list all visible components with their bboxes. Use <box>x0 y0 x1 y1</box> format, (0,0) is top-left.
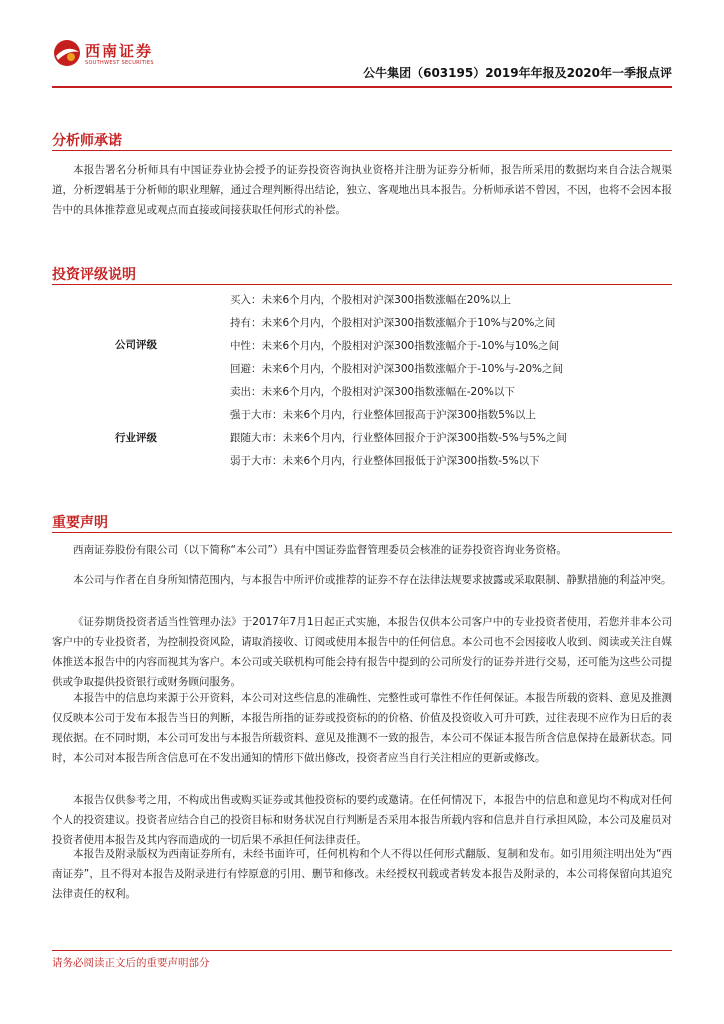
disclaimer-paragraph: 本报告仅供参考之用，不构成出售或购买证券或其他投资标的要约或邀请。在任何情况下，本报告中的信息和意见均不构成对任何个人的投资建议。投资者应结合自己的投资目标和财务状况自行判断是否采用本报告所载内容和信息并自行承担风险，本公司及雇员对投资者使用本报告及其内容而造成的一切后果不承担任何法律责任。 <box>52 794 672 846</box>
disclaimer-paragraph: 本报告中的信息均来源于公开资料，本公司对这些信息的准确性、完整性或可靠性不作任何保证。本报告所载的资料、意见及推测仅反映本公司于发布本报告当日的判断，本报告所指的证券或投资标的的价格、价值及投资收入可升可跌，过往表现不应作为日后的表现依据。在不同时期，本公司可发出与本报告所载资料、意见及推测不一致的报告，本公司不保证本报告所含信息保持在最新状态。同时，本公司对本报告所含信息可在不发出通知的情形下做出修改，投资者应当自行关注相应的更新或修改。 <box>52 692 672 764</box>
industry-rating-label: 行业评级 <box>115 432 157 444</box>
company-rating-avoid: 回避：未来6个月内，个股相对沪深300指数涨幅介于-10%与-20%之间 <box>230 363 563 375</box>
logo-mark-icon <box>52 38 82 68</box>
footer-divider <box>52 950 672 951</box>
logo-english-name: SOUTHWEST SECURITIES <box>85 60 154 66</box>
section-title-rating: 投资评级说明 <box>52 267 136 283</box>
document-title: 公牛集团（603195）2019年年报及2020年一季报点评 <box>363 66 672 80</box>
disclaimer-paragraph: 本公司与作者在自身所知情范围内，与本报告中所评价或推荐的证券不存在法律法规要求披露或采取限制、静默措施的利益冲突。 <box>73 574 672 586</box>
section-divider-rating <box>52 284 672 285</box>
company-logo <box>52 36 172 76</box>
company-rating-buy: 买入：未来6个月内，个股相对沪深300指数涨幅在20%以上 <box>230 294 512 306</box>
section-title-analyst: 分析师承诺 <box>52 133 122 149</box>
disclaimer-paragraph: 本报告及附录版权为西南证券所有，未经书面许可，任何机构和个人不得以任何形式翻版、复制和发布。如引用须注明出处为“西南证券”，且不得对本报告及附录进行有悖原意的引用、删节和修改。未经授权刊载或者转发本报告及附录的，本公司将保留向其追究法律责任的权利。 <box>52 848 672 900</box>
header-divider <box>52 86 672 88</box>
industry-rating-market: 跟随大市：未来6个月内，行业整体回报介于沪深300指数-5%与5%之间 <box>230 432 567 444</box>
company-rating-neutral: 中性：未来6个月内，个股相对沪深300指数涨幅介于-10%与10%之间 <box>230 340 560 352</box>
disclaimer-paragraph: 西南证券股份有限公司（以下简称“本公司”）具有中国证券监督管理委员会核准的证券投资咨询业务资格。 <box>73 544 567 556</box>
company-rating-label: 公司评级 <box>115 339 157 351</box>
industry-rating-underperform: 弱于大市：未来6个月内，行业整体回报低于沪深300指数-5%以下 <box>230 455 540 467</box>
company-rating-sell: 卖出：未来6个月内，个股相对沪深300指数涨幅在-20%以下 <box>230 386 515 398</box>
disclaimer-paragraph: 《证券期货投资者适当性管理办法》于2017年7月1日起正式实施，本报告仅供本公司客户中的专业投资者使用，若您并非本公司客户中的专业投资者，为控制投资风险，请取消接收、订阅或使用本报告中的任何信息。本公司也不会因接收人收到、阅读或关注自媒体推送本报告中的内容而视其为客户。本公司或关联机构可能会持有报告中提到的公司所发行的证券并进行交易，还可能为这些公司提供或争取提供投资银行或财务顾问服务。 <box>52 616 672 688</box>
company-rating-hold: 持有：未来6个月内，个股相对沪深300指数涨幅介于10%与20%之间 <box>230 317 556 329</box>
analyst-statement: 本报告署名分析师具有中国证券业协会授予的证券投资咨询执业资格并注册为证券分析师，报告所采用的数据均来自合法合规渠道，分析逻辑基于分析师的职业理解，通过合理判断得出结论，独立、客观地出具本报告。分析师承诺不曾因，不因，也将不会因本报告中的具体推荐意见或观点而直接或间接获取任何形式的补偿。 <box>52 164 672 216</box>
page-header <box>52 36 672 84</box>
section-divider-disclaimer <box>52 532 672 533</box>
logo-chinese-name: 西南证券 <box>85 42 154 60</box>
footer-notice: 请务必阅读正文后的重要声明部分 <box>52 957 210 969</box>
section-title-disclaimer: 重要声明 <box>52 515 108 531</box>
industry-rating-outperform: 强于大市：未来6个月内，行业整体回报高于沪深300指数5%以上 <box>230 409 536 421</box>
section-divider-analyst <box>52 150 672 151</box>
